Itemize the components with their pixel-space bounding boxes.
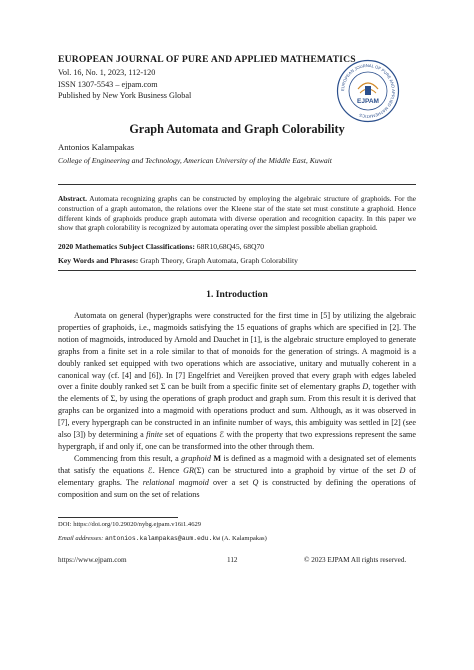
footer-copyright: © 2023 EJPAM All rights reserved. xyxy=(304,556,407,564)
logo-ring-text: EUROPEAN JOURNAL OF PURE AND APPLIED MATHEMATICS xyxy=(339,62,397,120)
journal-logo xyxy=(336,59,400,123)
abstract xyxy=(58,194,416,233)
keywords-line xyxy=(58,256,298,265)
paper-title: Graph Automata and Graph Colorability xyxy=(129,122,345,136)
journal-meta xyxy=(58,67,191,102)
journal-title: EUROPEAN JOURNAL OF PURE AND APPLIED MATHEMATICS xyxy=(58,54,356,65)
msc-label: 2020 Mathematics Subject Classifications: xyxy=(58,242,195,251)
volume-line: Vol. 16, No. 1, 2023, 112-120 xyxy=(58,68,156,77)
abstract-top-rule xyxy=(58,184,416,185)
abstract-label: Abstract. xyxy=(58,194,87,203)
logo-center-text: EJPAM xyxy=(357,98,379,105)
publisher-line: Published by New York Business Global xyxy=(58,91,192,101)
email-address[interactable]: antonios.kalampakas@aum.edu.kw xyxy=(105,535,221,542)
author-affiliation: College of Engineering and Technology, American University of the Middle East, Kuwait xyxy=(58,156,332,165)
section-heading: 1. Introduction xyxy=(206,289,268,300)
msc-line xyxy=(58,242,264,251)
footnote-rule xyxy=(58,517,178,518)
msc-value: 68R10,68Q45, 68Q70 xyxy=(196,242,265,251)
author-name: Antonios Kalampakas xyxy=(58,142,135,152)
keywords-label: Key Words and Phrases: xyxy=(58,256,139,265)
keywords-value: Graph Theory, Graph Automata, Graph Colorability xyxy=(140,256,298,265)
paragraph-1: Automata on general (hyper)graphs were constructed for the first time in [5] by utilizing the algebraic properties of graphoids, i.e., magmoids satisfying the 15 equations of graphs which are specified in [2]. The notion of magmoids, introduced by Arnold and Dauchet in [1], is the algebraic structure employed to generate graphs from a finite set in a role similar to that of monoids for the generation of strings. A magmoid is a doubly ranked set equipped with two operations which are associative, unitary and mutually coherent in a canonical way (cf. [4] and [6]). In [7] Engelfriet and Vereijken proved that every graph with edges labeled over a finite doubly ranked set Σ can be built from a specific finite set of elementary graphs D, together with the elements of Σ, by using the operations of graph product and graph sum. From this result it is derived that graphs can be organized into a magmoid with operations product and sum. Although, as it was observed in [7], every hypergraph can be constructed in an infinite number of ways, this ambiguity was settled in [2] (see also [3]) by determining a finite set of equations ℰ with the property that two expressions represent the same hypergraph, if and only if, one can be transformed into the other through them. xyxy=(58,311,416,451)
abstract-bottom-rule xyxy=(58,270,416,271)
logo-emblem-icon xyxy=(358,83,378,95)
issn-line: ISSN 1307-5543 – ejpam.com xyxy=(58,79,158,89)
email-label: Email addresses: xyxy=(58,535,104,542)
doi-footnote: DOI: https://doi.org/10.29020/nybg.ejpam.v16i1.4629 xyxy=(58,521,202,528)
abstract-text: Automata recognizing graphs can be constructed by employing the algebraic structure of graphoids. For the construction of a graph automaton, the relations over the Kleene star of the state set must constitute a graphoid. Hence different kinds of graphoids produce graph automata with diverse operation and recognition capacity. In this paper we show that graph colorability is recognized by automata operating over the simplest possible abelian graphoid. xyxy=(58,194,416,233)
body-text xyxy=(58,310,416,501)
email-footnote xyxy=(58,535,267,542)
paragraph-2: Commencing from this result, a graphoid M is defined as a magmoid with a designated set of elements that satisfy the equations ℰ. Hence GR(Σ) can be structured into a graphoid by virtue of the set D of elementary graphs. The relational magmoid over a set Q is constructed by defining the operations of composition and sum on the set of relations xyxy=(58,453,416,499)
page-number: 112 xyxy=(227,556,238,564)
footer-url[interactable]: https://www.ejpam.com xyxy=(58,556,127,564)
email-owner: (A. Kalampakas) xyxy=(221,535,267,542)
